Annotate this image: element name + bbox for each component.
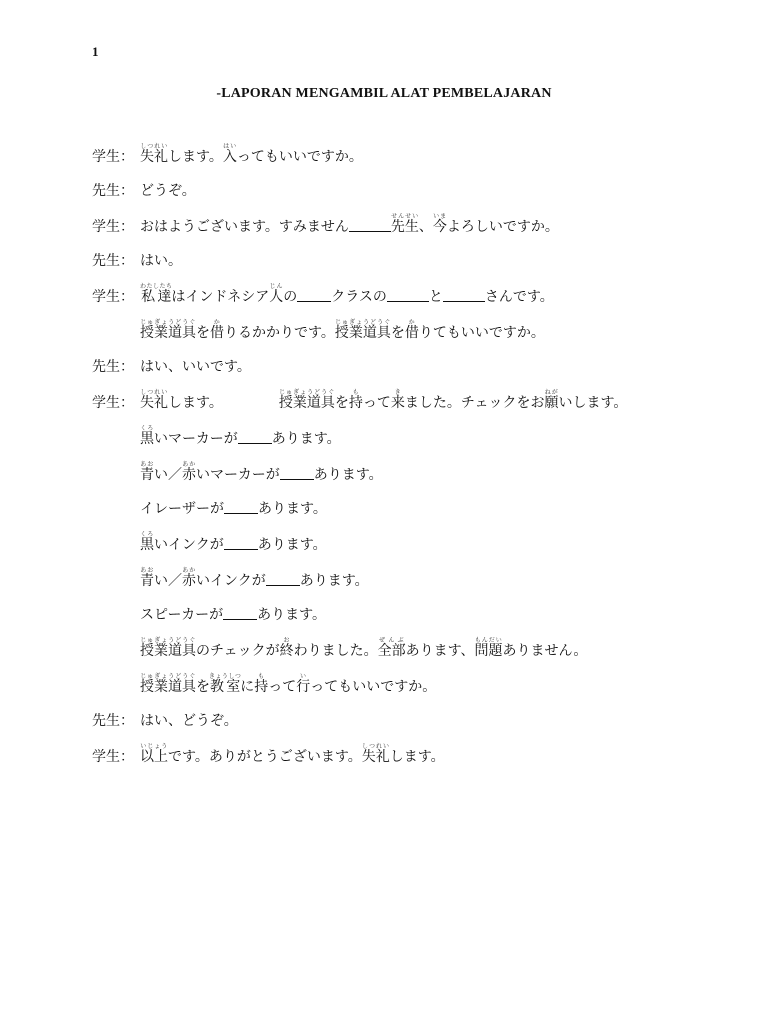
line-text: 授業道具じゅぎょうどうぐのチェックが終おわりました。全部ぜんぶあります、問題もんだいありません。: [140, 637, 588, 659]
line-text: 授業道具じゅぎょうどうぐを教室きょうしつに持もって行いってもいいですか。: [140, 673, 437, 695]
dialogue-line: [92, 346, 732, 380]
line-text: 授業道具じゅぎょうどうぐを借かりるかかりです。授業道具じゅぎょうどうぐを借かりてもいいですか。: [140, 319, 545, 341]
furigana-word: 授業道具じゅぎょうどうぐ: [334, 319, 391, 341]
line-text: 黒くろいインクが あります。: [140, 531, 327, 553]
fill-in-blank: [224, 536, 258, 550]
dialogue-line: [92, 734, 732, 770]
speaker-student: 学生：: [92, 149, 134, 165]
furigana-word: 全部ぜんぶ: [377, 637, 406, 659]
furigana-word: 授業道具じゅぎょうどうぐ: [140, 319, 196, 341]
dialogue-line: [92, 452, 732, 488]
line-text: 以上いじょうです。ありがとうございます。失礼しつれいします。: [140, 743, 445, 765]
dialogue-line: [92, 558, 732, 594]
fill-in-blank: [223, 606, 257, 620]
furigana-word: 行い: [296, 673, 311, 695]
dialogue-line: [92, 594, 732, 628]
furigana-word: 持も: [254, 673, 269, 695]
furigana-word: 青あお: [140, 567, 154, 589]
dialogue-line: [92, 488, 732, 522]
speaker-teacher: 先生：: [92, 713, 134, 729]
speaker-teacher: 先生：: [92, 359, 134, 375]
furigana-word: 以上いじょう: [140, 743, 168, 765]
speaker-student: 学生：: [92, 219, 134, 235]
fill-in-blank: [297, 288, 331, 302]
furigana-word: 教室きょうしつ: [208, 673, 242, 695]
furigana-word: 持も: [348, 389, 363, 411]
furigana-word: 黒くろ: [140, 531, 154, 553]
dialogue-line: [92, 416, 732, 452]
furigana-word: 黒くろ: [140, 425, 154, 447]
line-text: はい、いいです。: [140, 359, 251, 375]
furigana-word: 失礼しつれい: [140, 389, 168, 411]
dialogue-line: [92, 310, 732, 346]
furigana-word: 私達わたしたち: [140, 283, 173, 305]
line-text: 私達わたしたちはインドネシア人じんの クラスの と さんです。: [140, 283, 554, 305]
line-text: 青あおい／赤あかいマーカーが あります。: [140, 461, 383, 483]
fill-in-blank: [387, 288, 429, 302]
dialogue-line: [92, 628, 732, 664]
speaker-student: 学生：: [92, 395, 134, 411]
furigana-word: 赤あか: [182, 567, 196, 589]
dialogue-line: [92, 664, 732, 700]
speaker-teacher: 先生：: [92, 183, 134, 199]
furigana-word: 失礼しつれい: [361, 743, 390, 765]
speaker-teacher: 先生：: [92, 253, 134, 269]
page-number: 1: [92, 44, 99, 59]
furigana-word: 借か: [404, 319, 419, 341]
line-text: おはようございます。すみません 先生せんせい、今いまよろしいですか。: [140, 213, 559, 235]
furigana-word: 授業道具じゅぎょうどうぐ: [140, 673, 196, 695]
line-text: スピーカーが あります。: [140, 607, 327, 623]
document-title: -LAPORAN MENGAMBIL ALAT PEMBELAJARAN: [216, 86, 552, 101]
furigana-word: 先生せんせい: [390, 213, 419, 235]
dialogue-line: [92, 274, 732, 310]
furigana-word: 青あお: [140, 461, 154, 483]
fill-in-blank: [238, 430, 272, 444]
furigana-word: 人じん: [269, 283, 284, 305]
furigana-word: 失礼しつれい: [140, 143, 168, 165]
dialogue-line: [92, 240, 732, 274]
line-text: どうぞ。: [140, 183, 196, 199]
fill-in-blank: [266, 572, 300, 586]
furigana-word: 問題もんだい: [474, 637, 503, 659]
dialogue-line: [92, 380, 732, 416]
dialogue-line: [92, 204, 732, 240]
furigana-word: 願ねが: [544, 389, 559, 411]
furigana-word: 終お: [279, 637, 294, 659]
furigana-word: 入はい: [222, 143, 237, 165]
line-text: 失礼しつれいします。入はいってもいいですか。: [140, 143, 363, 165]
furigana-word: 今いま: [432, 213, 447, 235]
line-text: はい。: [140, 253, 182, 269]
fill-in-blank: [349, 218, 391, 232]
dialogue-line: [92, 170, 732, 204]
line-text: イレーザーが あります。: [140, 501, 327, 517]
fill-in-blank: [224, 500, 258, 514]
furigana-word: 授業道具じゅぎょうどうぐ: [278, 389, 335, 411]
furigana-word: 来き: [390, 389, 405, 411]
fill-in-blank: [443, 288, 485, 302]
speaker-student: 学生：: [92, 749, 134, 765]
line-text: 失礼しつれいします。 授業道具じゅぎょうどうぐを持もって来きました。チェックをお願ねがいします。: [140, 389, 628, 411]
dialogue-line: [92, 700, 732, 734]
dialogue-line: [92, 522, 732, 558]
furigana-word: 赤あか: [182, 461, 196, 483]
line-text: 黒くろいマーカーが あります。: [140, 425, 341, 447]
line-text: 青あおい／赤あかいインクが あります。: [140, 567, 369, 589]
furigana-word: 授業道具じゅぎょうどうぐ: [140, 637, 196, 659]
line-text: はい、どうぞ。: [140, 713, 238, 729]
fill-in-blank: [280, 466, 314, 480]
speaker-student: 学生：: [92, 289, 134, 305]
dialogue-line: [92, 134, 732, 170]
furigana-word: 借か: [210, 319, 224, 341]
dialogue: [92, 134, 732, 770]
